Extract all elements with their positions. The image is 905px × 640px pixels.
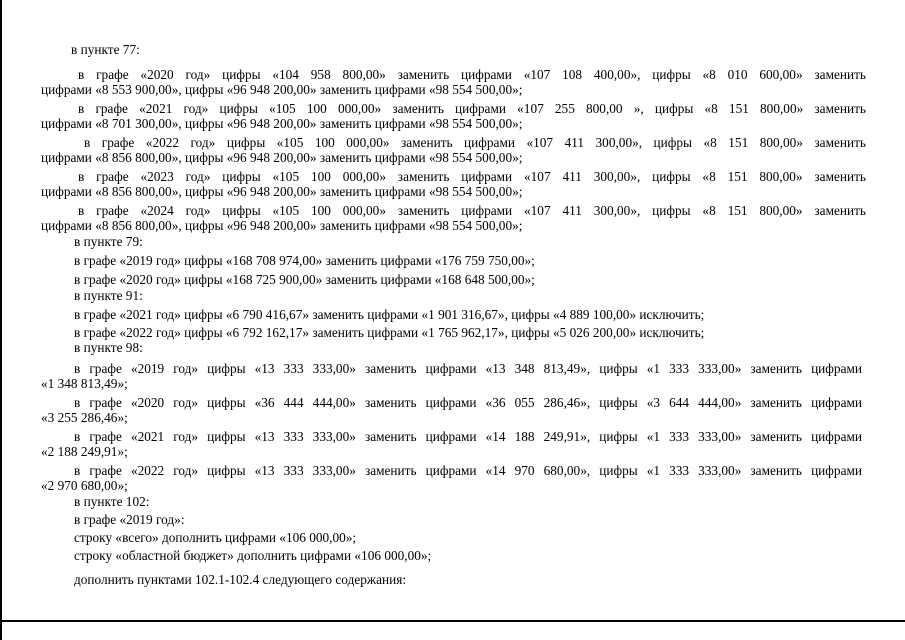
text-line: в графе «2021 год» цифры «105 100 000,00» заменить цифрами «107 255 800,00 », цифры «8 151 800,00» заменить <box>78 101 866 116</box>
text-line: цифрами «8 856 800,00», цифры «96 948 200,00» заменить цифрами «98 554 500,00»; <box>41 184 523 199</box>
text-line: в графе «2022 год» цифры «6 792 162,17» заменить цифрами «1 765 962,17», цифры «5 026 200,00» исключить; <box>74 325 705 340</box>
text-line: цифрами «8 856 800,00», цифры «96 948 200,00» заменить цифрами «98 554 500,00»; <box>41 150 523 165</box>
text-line: в графе «2024 год» цифры «105 100 000,00» заменить цифрами «107 411 300,00», цифры «8 151 800,00» заменить <box>78 203 866 218</box>
text-line: в пункте 91: <box>74 288 143 303</box>
text-line: в пункте 77: <box>71 42 140 57</box>
text-line: в графе «2022 год» цифры «13 333 333,00» заменить цифрами «14 970 680,00», цифры «1 333 333,00» заменить цифрами <box>74 463 862 478</box>
text-line: в графе «2019 год» цифры «168 708 974,00» заменить цифрами «176 759 750,00»; <box>74 253 535 268</box>
text-line: «3 255 286,46»; <box>41 410 128 425</box>
text-line: в графе «2021 год» цифры «6 790 416,67» заменить цифрами «1 901 316,67», цифры «4 889 100,00» исключить; <box>74 307 705 322</box>
text-line: цифрами «8 856 800,00», цифры «96 948 200,00» заменить цифрами «98 554 500,00»; <box>41 218 523 233</box>
text-line: в графе «2022 год» цифры «105 100 000,00» заменить цифрами «107 411 300,00», цифры «8 151 800,00» заменить <box>84 135 866 150</box>
text-line: «1 348 813,49»; <box>41 376 128 391</box>
text-line: «2 188 249,91»; <box>41 444 128 459</box>
text-line: в графе «2021 год» цифры «13 333 333,00» заменить цифрами «14 188 249,91», цифры «1 333 333,00» заменить цифрами <box>74 429 862 444</box>
text-line: в графе «2020 год» цифры «36 444 444,00» заменить цифрами «36 055 286,46», цифры «3 644 444,00» заменить цифрами <box>74 395 862 410</box>
text-line: строку «областной бюджет» дополнить цифрами «106 000,00»; <box>74 548 432 563</box>
text-line: в графе «2023 год» цифры «105 100 000,00» заменить цифрами «107 411 300,00», цифры «8 151 800,00» заменить <box>78 169 866 184</box>
text-line: в пункте 79: <box>74 234 143 249</box>
text-line: цифрами «8 701 300,00», цифры «96 948 200,00» заменить цифрами «98 554 500,00»; <box>41 116 523 131</box>
text-line: цифрами «8 553 900,00», цифры «96 948 200,00» заменить цифрами «98 554 500,00»; <box>41 82 523 97</box>
text-line: дополнить пунктами 102.1-102.4 следующего содержания: <box>74 572 407 587</box>
text-line: в пункте 98: <box>74 340 143 355</box>
text-line: в графе «2020 год» цифры «104 958 800,00» заменить цифрами «107 108 400,00», цифры «8 010 600,00» заменить <box>78 67 866 82</box>
text-line: в графе «2019 год» цифры «13 333 333,00» заменить цифрами «13 348 813,49», цифры «1 333 333,00» заменить цифрами <box>74 361 862 376</box>
text-line: в пункте 102: <box>74 494 150 509</box>
page-bottom-border <box>0 620 905 622</box>
text-line: строку «всего» дополнить цифрами «106 000,00»; <box>74 530 357 545</box>
text-line: в графе «2020 год» цифры «168 725 900,00» заменить цифрами «168 648 500,00»; <box>74 272 535 287</box>
text-line: в графе «2019 год»: <box>74 512 185 527</box>
text-line: «2 970 680,00»; <box>41 478 128 493</box>
